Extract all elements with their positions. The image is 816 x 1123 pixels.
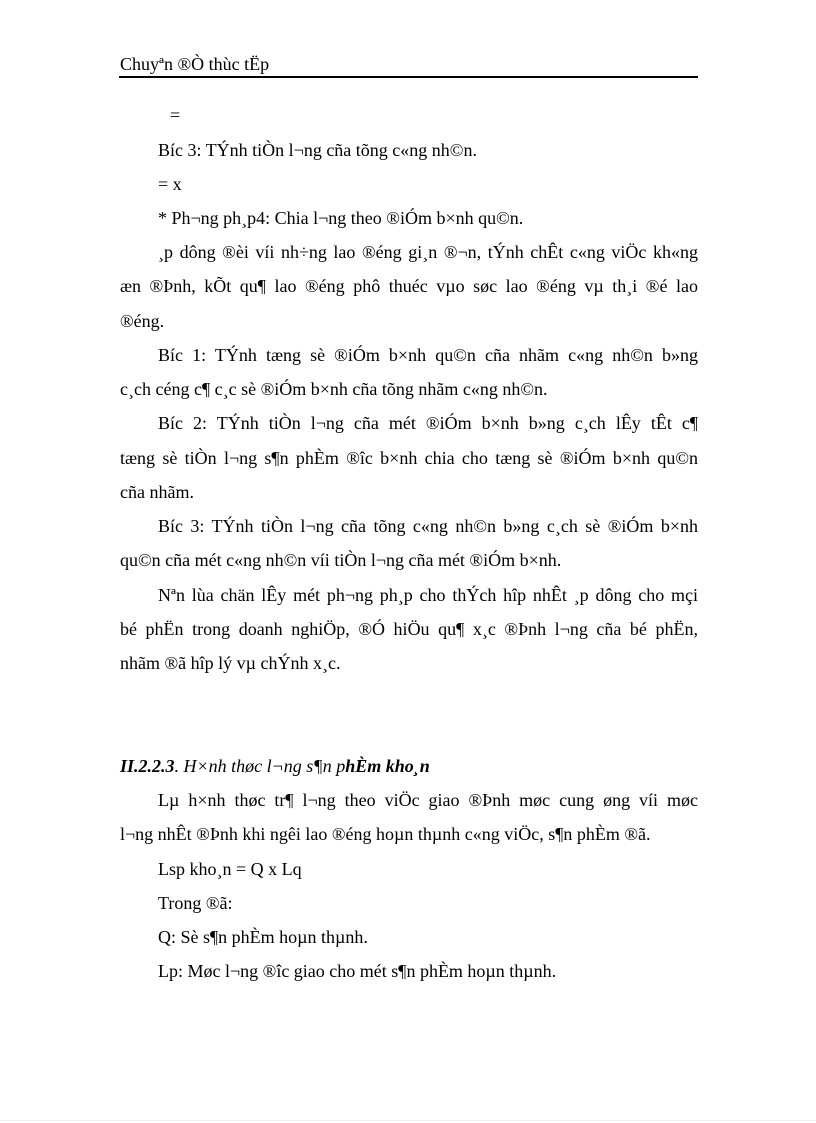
step-3-line: Bíc 3: TÝnh tiÒn l¬ng cña tõng c«ng nh©n. xyxy=(158,140,477,160)
paragraph-line: c¸ch céng c¶ c¸c sè ®iÓm b×nh cña tõng nhãm c«ng nh©n. xyxy=(120,379,548,399)
section-title-bold: hÈm kho¸n xyxy=(345,756,430,776)
header-rule xyxy=(119,76,698,78)
paragraph-line: æn ®Þnh, kÕt qu¶ lao ®éng phô thuéc vµo søc lao ®éng vµ th¸i ®é lao xyxy=(120,276,698,296)
paragraph-line: Bíc 3: TÝnh tiÒn l¬ng cña tõng c«ng nh©n b»ng c¸ch sè ®iÓm b×nh xyxy=(158,516,698,536)
section-paragraph-line: Lµ h×nh thøc tr¶ l¬ng theo viÖc giao ®Þnh møc cung øng víi møc xyxy=(158,790,698,810)
section-separator: . xyxy=(174,756,184,776)
equation-line-x: = x xyxy=(158,174,182,194)
paragraph-line: tæng sè tiÒn l¬ng s¶n phÈm ®îc b×nh chia cho tæng sè ®iÓm b×nh qu©n xyxy=(120,448,698,468)
section-title-italic: H×nh thøc l¬ng s¶n p xyxy=(183,756,346,776)
paragraph-line: Bíc 1: TÝnh tæng sè ®iÓm b×nh qu©n cña nhãm c«ng nh©n b»ng xyxy=(158,345,698,365)
paragraph-line: nhãm ®ã hîp lý vµ chÝnh x¸c. xyxy=(120,653,341,673)
paragraph-line: bé phËn trong doanh nghiÖp, ®Ó hiÖu qu¶ x¸c ®Þnh l¬ng cña bé phËn, xyxy=(120,619,698,639)
method-4-line: * Ph¬ng ph¸p4: Chia l¬ng theo ®iÓm b×nh qu©n. xyxy=(158,208,524,228)
definition-q: Q: Sè s¶n phÈm hoµn thµnh. xyxy=(158,927,368,947)
formula-line: Lsp kho¸n = Q x Lq xyxy=(158,859,302,879)
header-title: Chuyªn ®Ò thùc tËp xyxy=(120,54,270,74)
section-paragraph-line: l¬ng nhÊt ®Þnh khi ngêi lao ®éng hoµn thµnh c«ng viÖc, s¶n phÈm ®ã. xyxy=(120,824,651,844)
section-number: II.2.2.3 xyxy=(120,756,175,776)
paragraph-line: Bíc 2: TÝnh tiÒn l¬ng cña mét ®iÓm b×nh b»ng c¸ch lÊy tÊt c¶ xyxy=(158,413,698,433)
paragraph-line: ®éng. xyxy=(120,311,165,331)
paragraph-line: qu©n cña mét c«ng nh©n víi tiÒn l¬ng cña mét ®iÓm b×nh. xyxy=(120,550,562,570)
equation-line: = xyxy=(170,105,181,125)
definition-lp: Lp: Møc l¬ng ®îc giao cho mét s¶n phÈm hoµn thµnh. xyxy=(158,961,557,981)
paragraph-line: ¸p dông ®èi víi nh÷ng lao ®éng gi¸n ®¬n, tÝnh chÊt c«ng viÖc kh«ng xyxy=(158,242,698,262)
section-heading xyxy=(120,755,430,777)
paragraph-line: Nªn lùa chän lÊy mét ph¬ng ph¸p cho thÝch hîp nhÊt ¸p dông cho mçi xyxy=(158,585,698,605)
definition-label: Trong ®ã: xyxy=(158,893,233,913)
page-bottom-edge xyxy=(0,1120,816,1121)
paragraph-line: cña nhãm. xyxy=(120,482,194,502)
